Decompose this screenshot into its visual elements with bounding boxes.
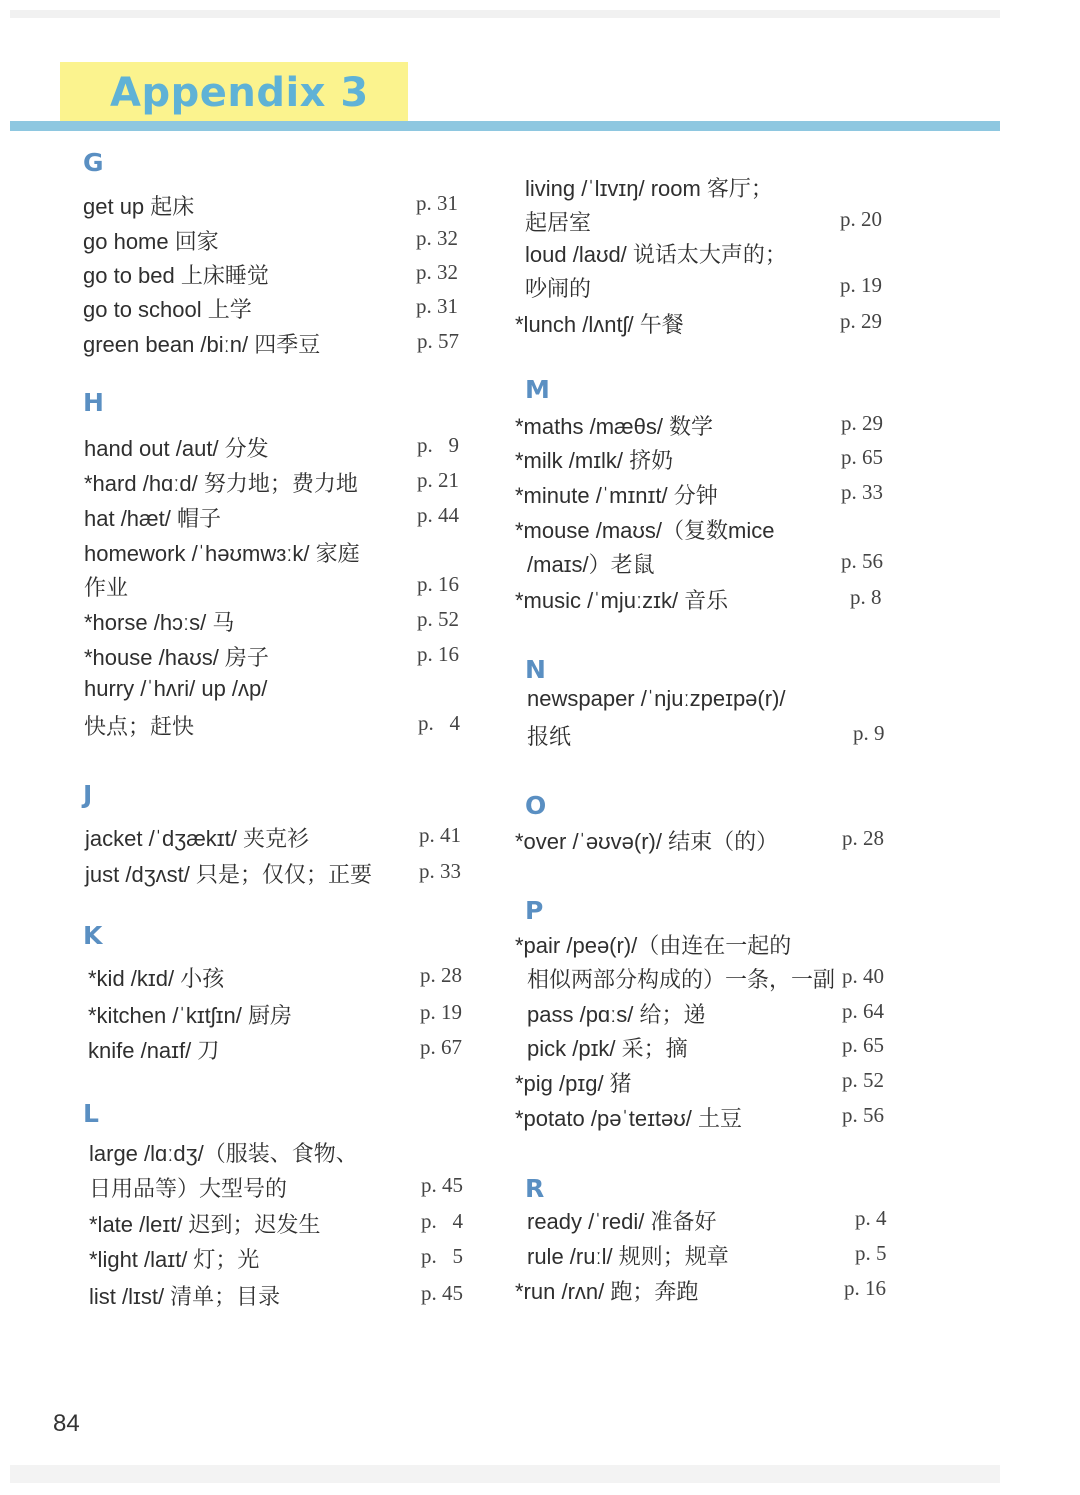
glossary-entry: 报纸: [527, 724, 572, 749]
glossary-entry: homework /ˈhəʊmwɜːk/ 家庭: [84, 541, 360, 566]
section-letter-l: L: [83, 1099, 99, 1128]
page-edge-top: [10, 10, 1000, 18]
glossary-entry: *milk /mɪlk/ 挤奶: [515, 448, 674, 473]
section-letter-n: N: [525, 655, 546, 684]
glossary-entry: newspaper /ˈnjuːzpeɪpə(r)/: [527, 686, 786, 711]
glossary-entry: *horse /hɔːs/ 马: [84, 610, 235, 635]
glossary-entry: *maths /mæθs/ 数学: [515, 414, 714, 439]
page-reference: p. 19: [840, 273, 882, 297]
page-reference: p. 65: [842, 1033, 884, 1057]
glossary-entry: ready /ˈredi/ 准备好: [527, 1209, 717, 1234]
page-reference: p. 5: [855, 1241, 887, 1265]
glossary-entry: *late /leɪt/ 迟到；迟发生: [89, 1212, 321, 1237]
glossary-entry: get up 起床: [83, 194, 195, 219]
page-reference: p. 41: [419, 823, 461, 847]
page-reference: p. 65: [841, 445, 883, 469]
page-reference: p. 33: [419, 859, 461, 883]
page-reference: p. 64: [842, 999, 884, 1023]
glossary-entry: go to bed 上床睡觉: [83, 263, 269, 288]
page-reference: p. 21: [417, 468, 459, 492]
glossary-entry: *mouse /maʊs/（复数mice: [515, 518, 775, 543]
glossary-entry: *run /rʌn/ 跑；奔跑: [515, 1279, 699, 1304]
page-reference: p. 56: [841, 549, 883, 573]
glossary-entry: living /ˈlɪvɪŋ/ room 客厅；: [525, 176, 773, 201]
page-reference: p. 16: [417, 642, 459, 666]
glossary-entry: /maɪs/）老鼠: [527, 552, 655, 577]
glossary-entry: pass /pɑːs/ 给；递: [527, 1002, 706, 1027]
page-reference: p. 29: [840, 309, 882, 333]
glossary-entry: go to school 上学: [83, 297, 252, 322]
page-reference: p. 32: [416, 226, 458, 250]
glossary-entry: *over /ˈəʊvə(r)/ 结束（的）: [515, 829, 779, 854]
page-reference: p. 31: [416, 191, 458, 215]
section-letter-p: P: [525, 896, 544, 925]
glossary-entry: hurry /ˈhʌri/ up /ʌp/: [84, 676, 268, 701]
glossary-entry: *minute /ˈmɪnɪt/ 分钟: [515, 483, 718, 508]
glossary-entry: *hard /hɑːd/ 努力地；费力地: [84, 471, 358, 496]
appendix-title-box: [60, 62, 408, 124]
page-reference: p. 4: [418, 711, 460, 735]
glossary-entry: *lunch /lʌntʃ/ 午餐: [515, 312, 684, 337]
glossary-entry: 吵闹的: [525, 276, 592, 301]
glossary-entry: *house /haʊs/ 房子: [84, 645, 269, 670]
glossary-entry: green bean /biːn/ 四季豆: [83, 332, 321, 357]
section-letter-h: H: [83, 388, 104, 417]
page-reference: p. 44: [417, 503, 459, 527]
glossary-entry: go home 回家: [83, 229, 219, 254]
page-reference: p. 20: [840, 207, 882, 231]
page-reference: p. 16: [844, 1276, 886, 1300]
page-reference: p. 5: [421, 1244, 463, 1268]
glossary-entry: jacket /ˈdʒækɪt/ 夹克衫: [85, 826, 309, 851]
page-reference: p. 57: [417, 329, 459, 353]
glossary-entry: *kid /kɪd/ 小孩: [88, 966, 225, 991]
page-number: 84: [53, 1410, 80, 1437]
section-letter-j: J: [83, 780, 93, 809]
header-rule: [10, 121, 1000, 131]
glossary-entry: hand out /aut/ 分发: [84, 436, 269, 461]
page-reference: p. 52: [417, 607, 459, 631]
page-reference: p. 4: [855, 1206, 887, 1230]
glossary-entry: large /lɑːdʒ/（服装、食物、: [89, 1141, 358, 1166]
glossary-entry: *pig /pɪg/ 猪: [515, 1071, 632, 1096]
page-reference: p. 9: [417, 433, 459, 457]
glossary-entry: list /lɪst/ 清单；目录: [89, 1284, 281, 1309]
page-reference: p. 29: [841, 411, 883, 435]
glossary-entry: pick /pɪk/ 采；摘: [527, 1036, 688, 1061]
section-letter-r: R: [525, 1174, 545, 1203]
glossary-entry: loud /laʊd/ 说话太大声的；: [525, 242, 787, 267]
page-reference: p. 45: [421, 1281, 463, 1305]
page-reference: p. 52: [842, 1068, 884, 1092]
glossary-entry: 作业: [84, 575, 129, 600]
glossary-entry: *pair /peə(r)/（由连在一起的: [515, 933, 792, 958]
page-reference: p. 4: [421, 1209, 463, 1233]
section-letter-o: O: [525, 791, 547, 820]
glossary-entry: hat /hæt/ 帽子: [84, 506, 221, 531]
glossary-entry: 日用品等）大型号的: [89, 1176, 288, 1201]
section-letter-m: M: [525, 375, 550, 404]
page-reference: p. 8: [850, 585, 882, 609]
page-reference: p. 33: [841, 480, 883, 504]
section-letter-g: G: [83, 148, 104, 177]
glossary-entry: *kitchen /ˈkɪtʃɪn/ 厨房: [88, 1003, 292, 1028]
glossary-entry: rule /ruːl/ 规则；规章: [527, 1244, 729, 1269]
page-reference: p. 31: [416, 294, 458, 318]
page-reference: p. 45: [421, 1173, 463, 1197]
page-reference: p. 28: [842, 826, 884, 850]
glossary-entry: *light /laɪt/ 灯；光: [89, 1247, 260, 1272]
glossary-entry: *music /ˈmjuːzɪk/ 音乐: [515, 588, 729, 613]
page-reference: p. 40: [842, 964, 884, 988]
page-reference: p. 16: [417, 572, 459, 596]
glossary-entry: 相似两部分构成的）一条，一副: [527, 967, 836, 992]
page-reference: p. 32: [416, 260, 458, 284]
page-reference: p. 28: [420, 963, 462, 987]
section-letter-k: K: [83, 921, 103, 950]
page-title: Appendix 3: [110, 70, 369, 116]
page-reference: p. 67: [420, 1035, 462, 1059]
page-reference: p. 19: [420, 1000, 462, 1024]
page-reference: p. 9: [853, 721, 885, 745]
page-reference: p. 56: [842, 1103, 884, 1127]
glossary-entry: 起居室: [525, 210, 592, 235]
glossary-entry: just /dʒʌst/ 只是；仅仅；正要: [85, 862, 373, 887]
glossary-entry: 快点；赶快: [84, 714, 195, 739]
glossary-entry: *potato /pəˈteɪtəʊ/ 土豆: [515, 1106, 743, 1131]
page-edge-bottom: [10, 1465, 1000, 1483]
glossary-entry: knife /naɪf/ 刀: [88, 1038, 220, 1063]
